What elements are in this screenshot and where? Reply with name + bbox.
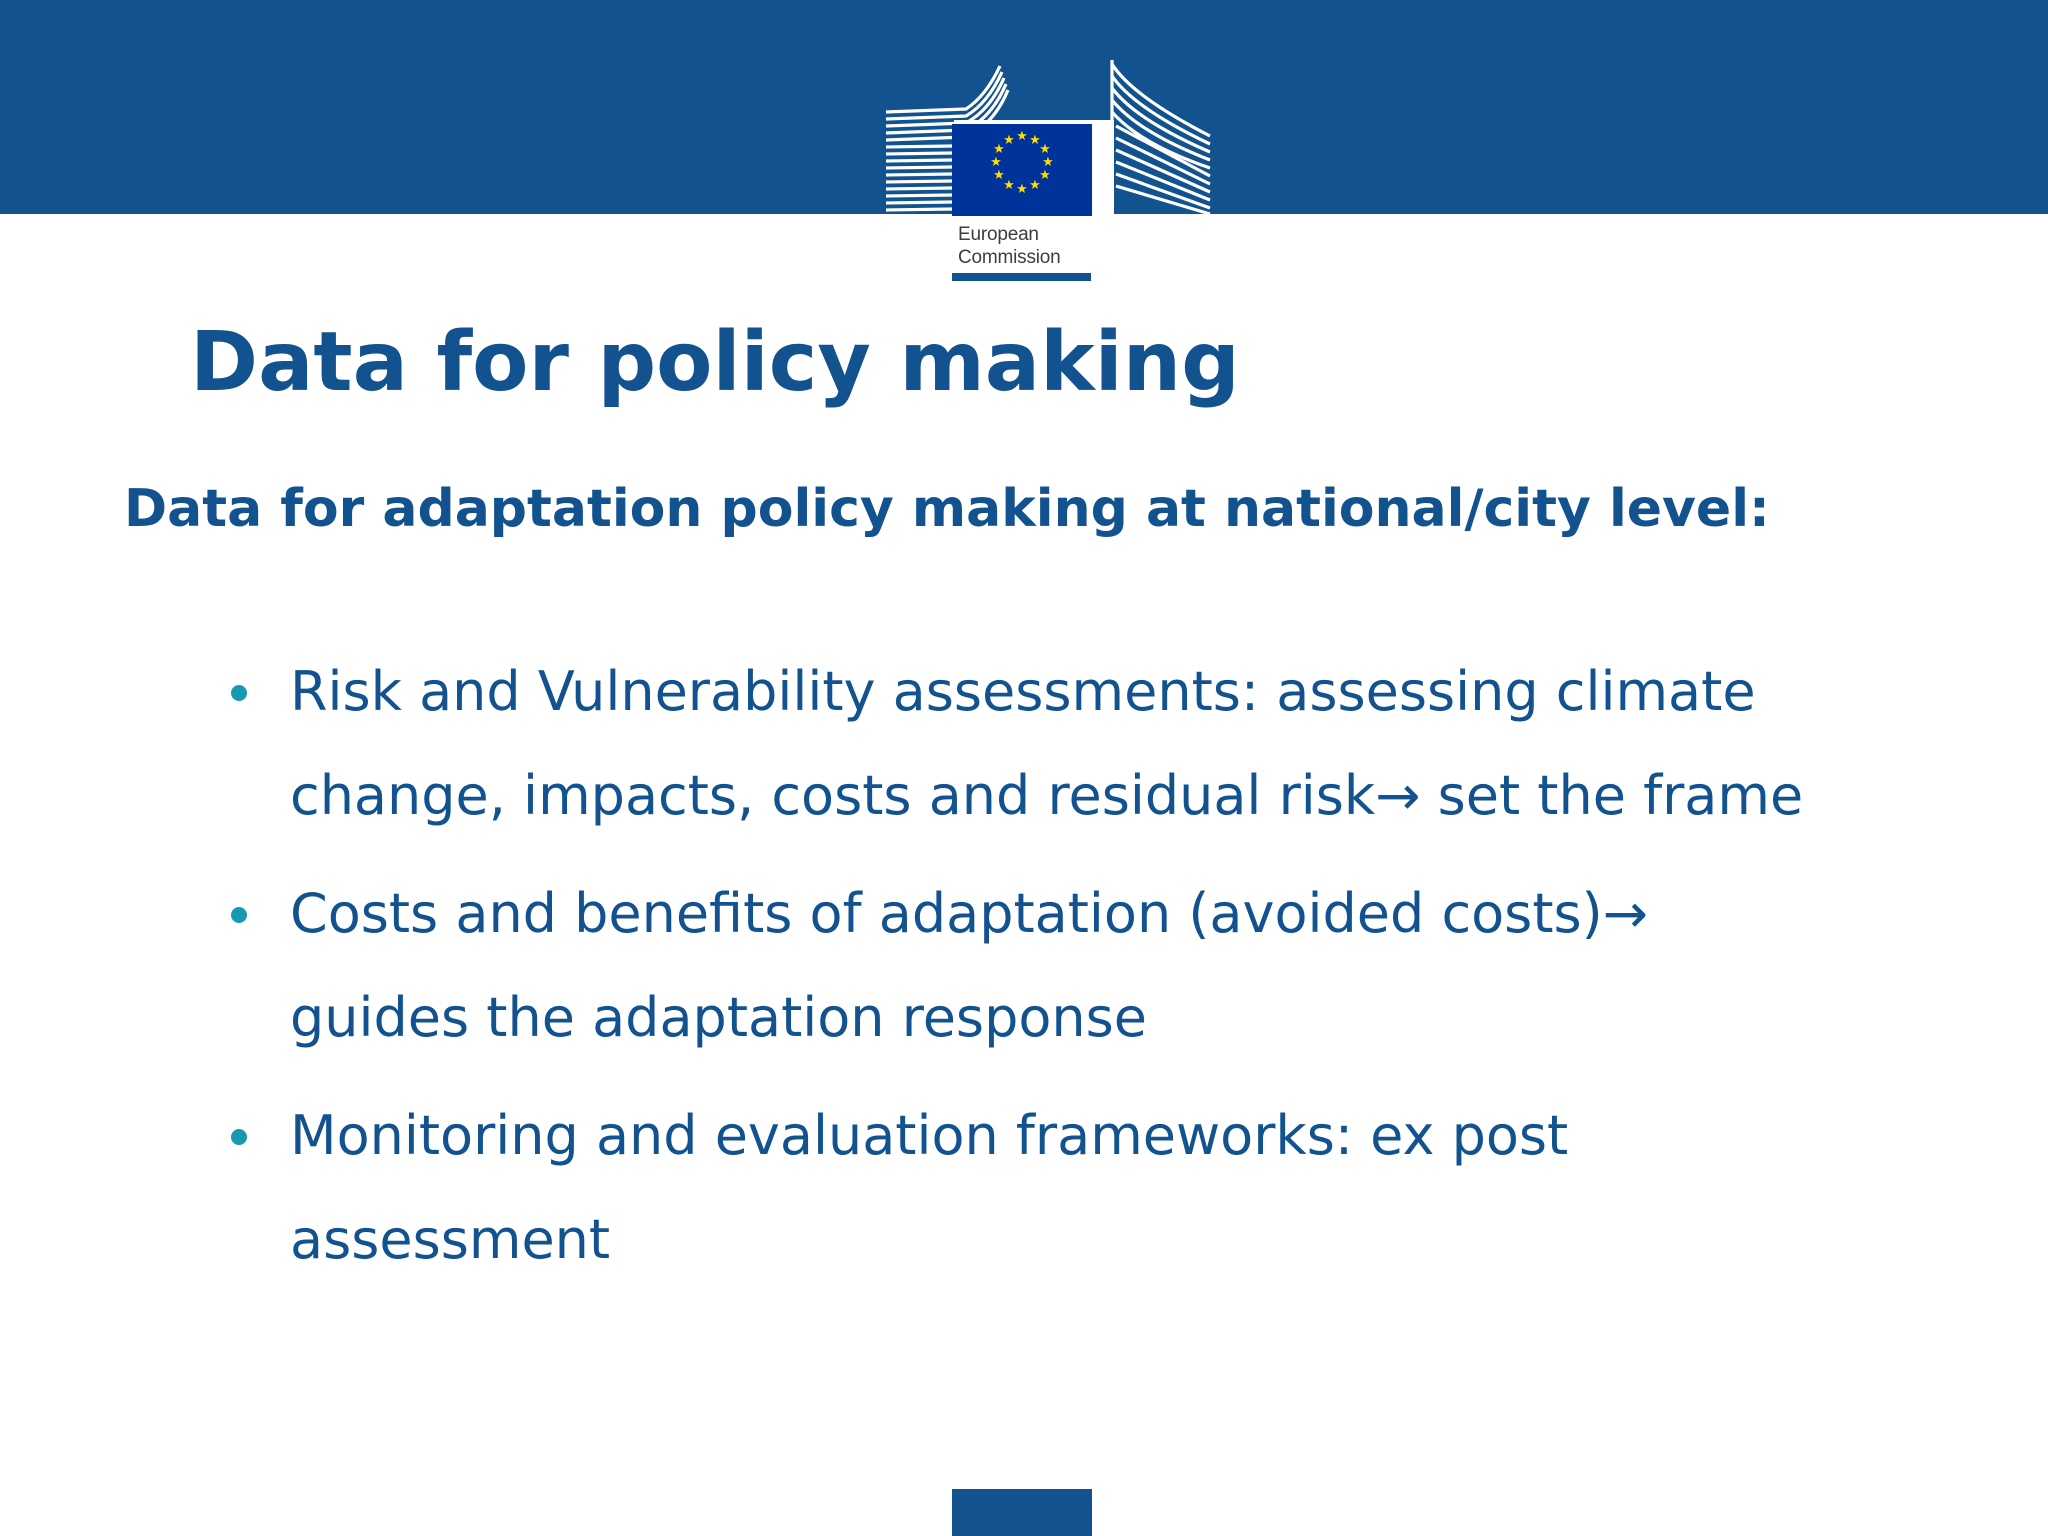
logo-building-right xyxy=(1112,60,1210,214)
svg-text:★: ★ xyxy=(1039,142,1051,157)
footer-tab xyxy=(952,1489,1092,1536)
bullet-dot-icon xyxy=(231,1129,247,1145)
bullet-dot-icon xyxy=(231,685,247,701)
bullet-text-line: change, impacts, costs and residual risk→ set the frame xyxy=(290,764,1804,827)
logo-caption-line1: European xyxy=(958,224,1039,245)
bullet-text-line: assessment xyxy=(290,1208,611,1271)
svg-text:★: ★ xyxy=(993,142,1005,157)
list-item xyxy=(228,1084,2008,1292)
logo-caption-line2: Commission xyxy=(958,247,1061,268)
bullet-list xyxy=(228,640,2008,1306)
svg-text:★: ★ xyxy=(990,155,1002,170)
svg-text:★: ★ xyxy=(1003,178,1015,193)
slide-subtitle: Data for adaptation policy making at national/city level: xyxy=(124,479,1770,539)
svg-text:★: ★ xyxy=(1003,133,1015,148)
svg-text:★: ★ xyxy=(1016,182,1028,197)
bullet-text-line: guides the adaptation response xyxy=(290,986,1147,1049)
svg-text:★: ★ xyxy=(1016,129,1028,144)
list-item xyxy=(228,640,2008,848)
svg-text:★: ★ xyxy=(1042,155,1054,170)
logo-underline xyxy=(952,273,1091,281)
page-title: Data for policy making xyxy=(190,315,1240,410)
bullet-text-line: Monitoring and evaluation frameworks: ex post xyxy=(290,1104,1569,1167)
bullet-dot-icon xyxy=(231,907,247,923)
list-item xyxy=(228,862,2008,1070)
bullet-text-line: Risk and Vulnerability assessments: assessing climate xyxy=(290,660,1756,723)
svg-text:★: ★ xyxy=(1039,168,1051,183)
bullet-text-line: Costs and benefits of adaptation (avoided costs)→ xyxy=(290,882,1648,945)
svg-text:★: ★ xyxy=(993,168,1005,183)
logo-caption xyxy=(958,223,1061,269)
svg-text:★: ★ xyxy=(1029,178,1041,193)
svg-text:★: ★ xyxy=(1029,133,1041,148)
